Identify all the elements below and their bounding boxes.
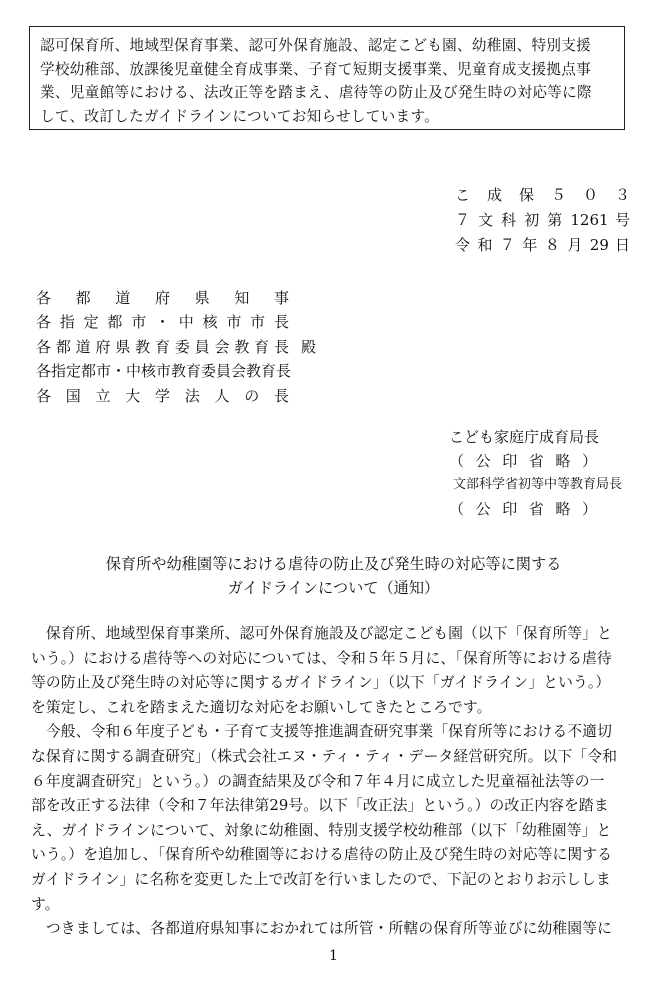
body-line: 部を改正する法律（令和７年法律第29号。以下「改正法」という。）の改正内容を踏ま xyxy=(31,797,609,815)
document-number: こ 成 保 ５ ０ ３ xyxy=(455,186,630,204)
body-line: ６年度調査研究」という。）の調査結果及び令和７年４月に成立した児童福祉法等の一 xyxy=(31,772,605,790)
summary-line: 認可保育所、地域型保育事業、認可外保育施設、認定こども園、幼稚園、特別支援 xyxy=(40,37,592,54)
sender-title-childrens-agency: こども家庭庁成育局長 xyxy=(449,428,600,446)
addressee-row xyxy=(36,359,326,384)
addressee-name: 各国立大学法人の長 xyxy=(36,386,289,405)
document-date: 令 和 ７ 年 ８ 月 29 日 xyxy=(455,236,630,254)
seal-omitted-note: （公印省略） xyxy=(449,452,597,470)
addressee-name: 各指定都市・中核市市長 xyxy=(36,313,289,332)
addressee-name: 各指定都市・中核市教育委員会教育長 xyxy=(36,362,292,381)
addressee-row xyxy=(36,383,326,408)
summary-line: して、改訂したガイドラインについてお知らせしています。 xyxy=(40,107,440,125)
document-title xyxy=(0,552,667,600)
summary-box xyxy=(29,26,625,130)
addressee-row xyxy=(36,334,326,359)
body-line: を策定し、これを踏まえた適切な対応をお願いしてきたところです。 xyxy=(31,698,492,716)
body-text xyxy=(31,622,629,942)
body-line: え、ガイドラインについて、対象に幼稚園、特別支援学校幼稚部（以下「幼稚園等」と xyxy=(31,821,612,839)
body-line: いう。）における虐待等への対応については、令和５年５月に、「保育所等における虐待 xyxy=(31,649,612,667)
addressee-honorific: 殿 xyxy=(301,337,317,356)
body-line: 等の防止及び発生時の対応等に関するガイドライン」（以下「ガイドライン」という。） xyxy=(31,674,611,692)
addressee-block xyxy=(36,285,326,408)
summary-line: 業、児童館等における、法改正等を踏まえ、虐待等の防止及び発生時の対応等に際 xyxy=(40,84,592,101)
body-line: 今般、令和６年度子ども・子育て支援等推進調査研究事業「保育所等における不適切 xyxy=(31,723,612,741)
page-number: 1 xyxy=(329,948,338,964)
document-number-block xyxy=(455,183,630,258)
sender-block xyxy=(449,425,623,521)
addressee-name: 各都道府県教育委員会教育長 xyxy=(36,337,289,356)
body-line: す。 xyxy=(31,895,60,913)
sender-title-mext: 文部科学省初等中等教育局長 xyxy=(453,477,623,492)
body-line: 保育所、地域型保育事業所、認可外保育施設及び認定こども園（以下「保育所等」と xyxy=(31,625,612,642)
body-line: ガイドライン」に名称を変更した上で改訂を行いましたので、下記のとおりお示ししま xyxy=(31,870,611,888)
title-line: ガイドラインについて（通知） xyxy=(227,579,440,597)
body-line: つきましては、各都道府県知事におかれては所管・所轄の保育所等並びに幼稚園等に xyxy=(31,920,612,938)
title-line: 保育所や幼稚園等における虐待の防止及び発生時の対応等に関する xyxy=(105,555,562,573)
seal-omitted-note: （公印省略） xyxy=(449,500,597,518)
addressee-name: 各都道府県知事 xyxy=(36,288,289,307)
summary-line: 学校幼稚部、放課後児童健全育成事業、子育て短期支援事業、児童育成支援拠点事 xyxy=(40,60,592,78)
document-sub-number: ７ 文 科 初 第 1261 号 xyxy=(455,211,630,229)
addressee-row xyxy=(36,310,326,335)
addressee-row xyxy=(36,285,326,310)
body-line: いう。）を追加し、「保育所や幼稚園等における虐待の防止及び発生時の対応等に関する xyxy=(31,846,613,864)
body-line: な保育に関する調査研究」（株式会社エヌ・ティ・ティ・データ経営研究所。以下「令和 xyxy=(31,747,618,765)
